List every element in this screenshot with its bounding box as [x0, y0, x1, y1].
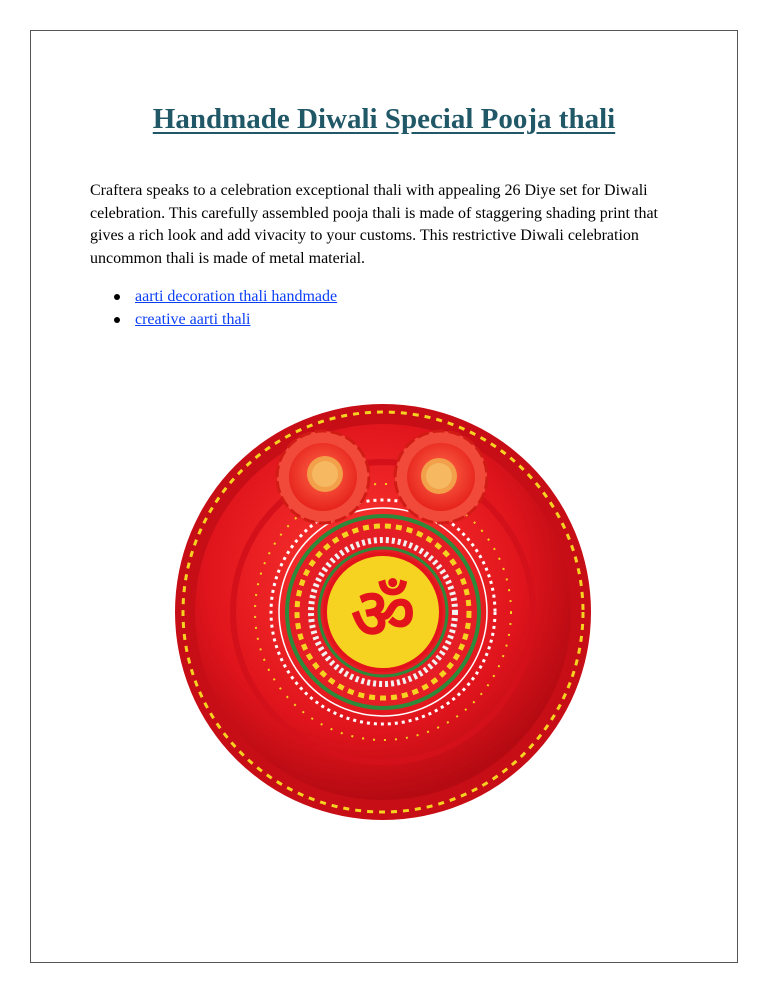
- diya-left: [277, 431, 369, 523]
- page-title: Handmade Diwali Special Pooja thali: [152, 103, 616, 135]
- diya-right: [395, 431, 487, 523]
- link-creative-aarti-thali[interactable]: creative aarti thali: [135, 310, 251, 328]
- om-symbol: ॐ: [351, 573, 415, 655]
- description-paragraph: Craftera speaks to a celebration exceptional thali with appealing 26 Diye set for Diwali celebration. This carefully assembled pooja thali is made of staggering shading print that gives a rich look and add vivacity to your customs. This restrictive Diwali celebration uncommon thali is made of metal material.: [90, 182, 658, 267]
- list-item: [135, 286, 337, 309]
- link-list: [135, 286, 337, 331]
- pooja-thali-image: [173, 380, 593, 840]
- list-item: [135, 309, 337, 332]
- link-aarti-decoration-thali[interactable]: aarti decoration thali handmade: [135, 288, 338, 305]
